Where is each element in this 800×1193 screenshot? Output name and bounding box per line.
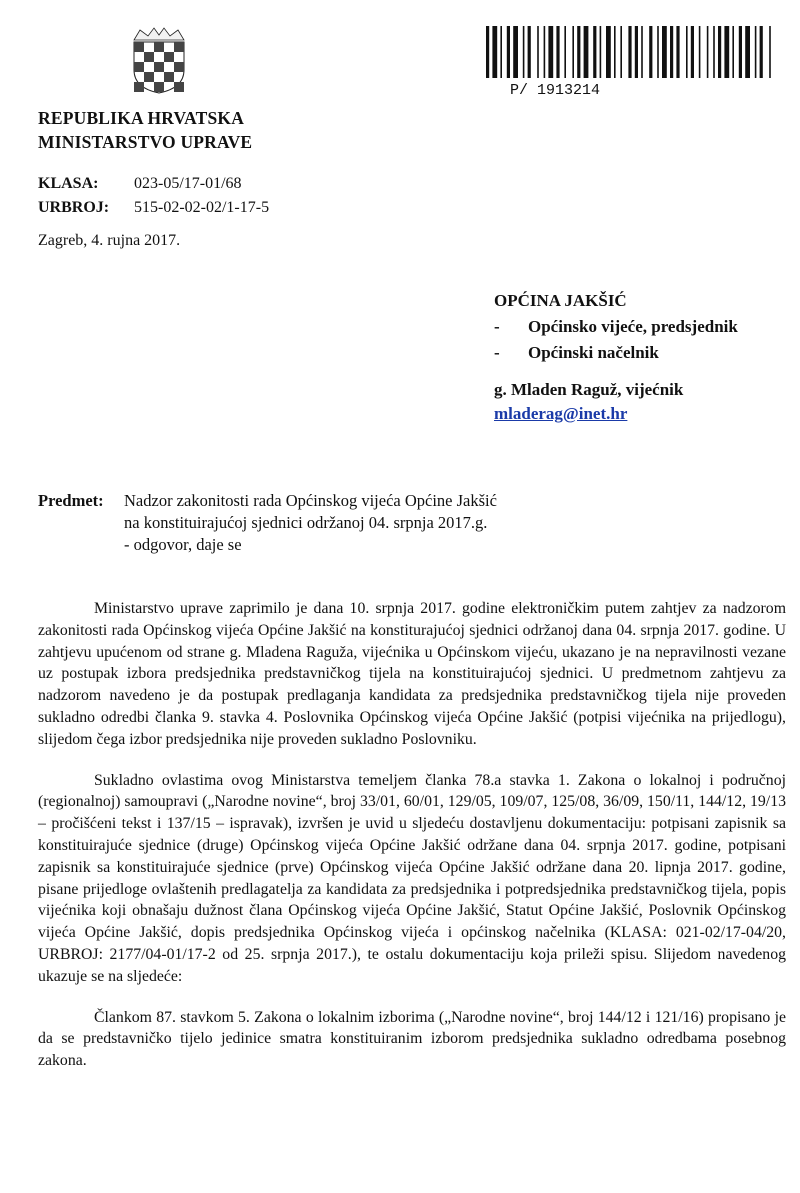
body-paragraph: Sukladno ovlastima ovog Ministarstva temeljem članka 78.a stavka 1. Zakona o lokalnoj i područnoj (regionalnoj) samoupravi („Narodne novine“, broj 33/01, 60/01, 129/05, 109/07, 125/08, 36/09, 150/11, 144/12, 19/13 – pročišćeni tekst i 137/15 – ispravak), izvršen je uvid u sljedeću dostavljenu dokumentaciju: potpisani zapisnik sa konstituirajuće sjednice (druge) Općinskog vijeća Općine Jakšić održane dana 04. srpnja 2017. godine, potpisani zapisnik sa konstituirajuće sjednice (prve) Općinskog vijeća Općine Jakšić održane dana 20. lipnja 2017. godine, pisane prijedloge ovlaštenih predlagatelja za kandidata za predsjednika i potpredsjednika predstavničkog tijela, popis vijećnika koji obnašaju dužnost člana Općinskog vijeća Općine Jakšić, Statut Općine Jakšić, Poslovnik Općinskog vijeća Općine Jakšić, dopis predsjednika Općinskog vijeća i općinskog načelnika (KLASA: 021-02/17-04/20, URBROJ: 2177/04-01/17-2 od 25. srpnja 2017.), te ostalu dokumentaciju koja prileži spisu. Slijedom navedenog ukazuje se na sljedeće: [38, 771, 786, 985]
urbroj-label: URBROJ: [38, 199, 110, 216]
urbroj-value: 515-02-02-02/1-17-5 [134, 199, 270, 216]
subject-block [38, 490, 738, 556]
barcode [476, 22, 784, 100]
klasa-label: KLASA: [38, 175, 99, 192]
recipient-block [494, 288, 738, 366]
recipient-person-block [494, 378, 683, 426]
recipient-email-link[interactable]: mladerag@inet.hr [494, 404, 628, 423]
document-meta [38, 172, 269, 220]
recipient-name: OPĆINA JAKŠIĆ [494, 291, 627, 310]
klasa-value: 023-05/17-01/68 [134, 175, 242, 192]
recipient-item: - Općinsko vijeće, predsjednik [494, 317, 738, 336]
recipient-person: g. Mladen Raguž, vijećnik [494, 380, 684, 399]
subject-line: Nadzor zakonitosti rada Općinskog vijeća Općine Jakšić [124, 491, 497, 510]
document-date: Zagreb, 4. rujna 2017. [38, 232, 181, 249]
subject-label: Predmet: [38, 491, 104, 510]
body-paragraph: Člankom 87. stavkom 5. Zakona o lokalnim izborima („Narodne novine“, broj 144/12 i 121/16) propisano je da se predstavničko tijelo jedinice smatra konstituiranim izborom predsjednika sukladno odredbama posebnog zakona. [38, 1008, 786, 1070]
ministry-name: MINISTARSTVO UPRAVE [38, 132, 253, 152]
subject-line: na konstituirajućoj sjednici održanoj 04. srpnja 2017.g. [124, 513, 488, 532]
institution-name: REPUBLIKA HRVATSKA [38, 108, 245, 128]
ministry-header [38, 106, 252, 154]
recipient-item: - Općinski načelnik [494, 343, 659, 362]
subject-line: - odgovor, daje se [124, 535, 242, 554]
body-paragraph: Ministarstvo uprave zaprimilo je dana 10. srpnja 2017. godine elektroničkim putem zahtjev za nadzorom zakonitosti rada Općinskog vijeća Općine Jakšić na konstiturajućoj sjednici održanoj dana 04. srpnja 2017. godine. U zahtjevu upućenom od strane g. Mladena Raguža, vijećnika u Općinskom vijeću, ukazano je na nepravilnosti vezane uz postupak izbora predsjednika predstavničkog tijela na konstituirajućoj sjednici. U predmetnom zahtjevu za nadzorom navedeno je da postupak predlaganja kandidata za predsjednika predstavničkog tijela nije proveden sukladno odredbi članka 9. stavka 4. Poslovnika Općinskog vijeća Općine Jakšić (potpisi vijećnika na prijedlogu), slijedom čega izbor predsjednika nije proveden sukladno Poslovniku. [38, 600, 786, 748]
barcode-number: P/ 1913214 [510, 82, 601, 99]
croatian-coat-of-arms-icon [128, 26, 190, 94]
letter-body [38, 598, 786, 1091]
